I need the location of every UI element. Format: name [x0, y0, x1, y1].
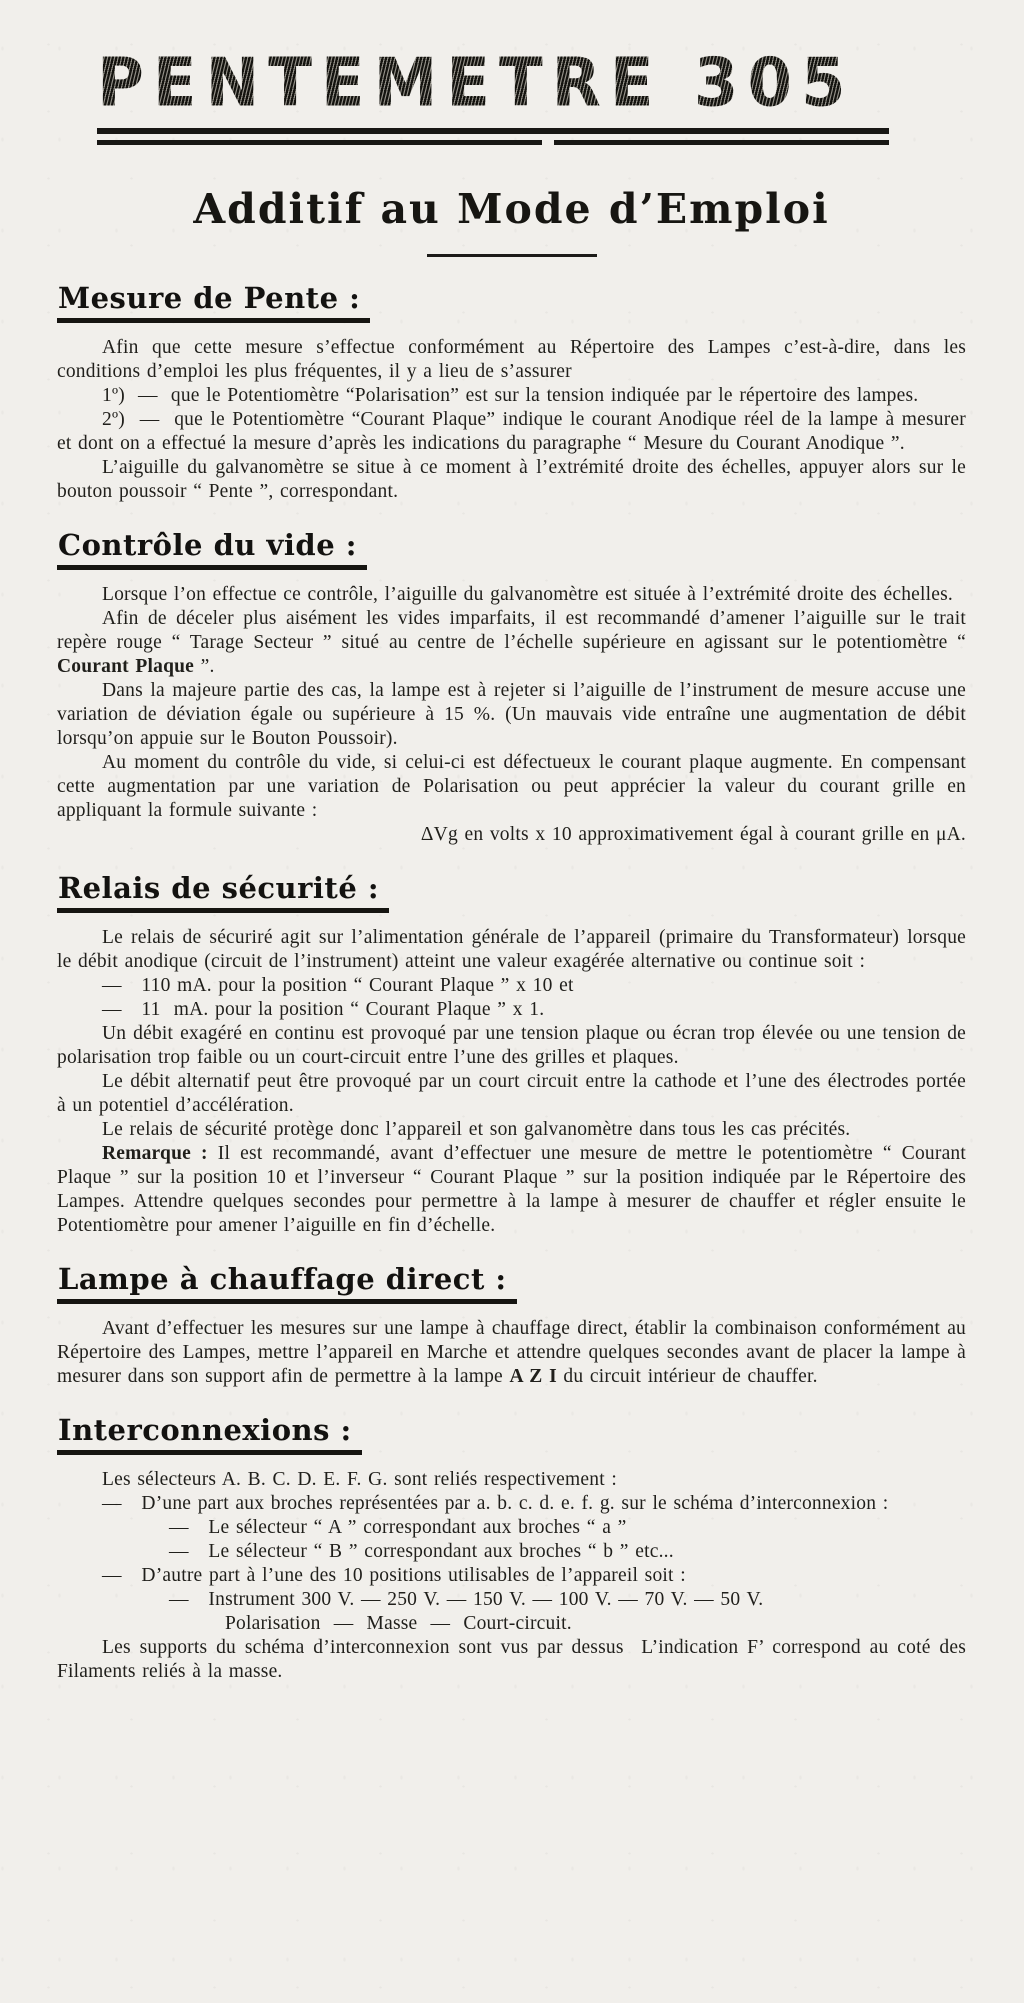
section-mesure-de-pente — [57, 281, 966, 504]
text-run: Les supports du schéma d’interconnexion sont vus par dessus L’indication F’ correspond au coté des Filaments reliés à la masse. — [57, 1637, 966, 1682]
text-run: — Le sélecteur “ B ” correspondant aux broches “ b ” etc... — [169, 1541, 674, 1562]
paragraph — [57, 1142, 966, 1238]
text-run: Dans la majeure partie des cas, la lampe est à rejeter si l’aiguille de l’instrument de mesure accuse une variation de déviation égale ou supérieure à 15 %. (Un mauvais vide entraîne une augmentation de débit lorsqu’on appuie sur le Bouton Poussoir). — [57, 680, 966, 749]
text-run: — 11 mA. pour la position “ Courant Plaque ” x 1. — [102, 999, 545, 1020]
paragraph — [57, 751, 966, 823]
paragraph — [57, 926, 966, 974]
text-run: du circuit intérieur de chauffer. — [556, 1366, 818, 1387]
text-run: — D’une part aux broches représentées par a. b. c. d. e. f. g. sur le schéma d’interconnexion : — [102, 1493, 889, 1514]
document-page — [0, 46, 1024, 1684]
text-run: ”. — [194, 656, 215, 677]
section-lampe-a-chauffage-direct — [57, 1262, 966, 1389]
paragraph — [57, 1636, 966, 1684]
paragraph — [57, 1070, 966, 1118]
paragraph — [57, 456, 966, 504]
title-block — [97, 46, 889, 145]
paragraph — [57, 679, 966, 751]
scanned-page — [0, 46, 1024, 2003]
paragraph — [57, 1118, 966, 1142]
text-run: 1º) — que le Potentiomètre “Polarisation” est sur la tension indiquée par le répertoire des lampes. — [102, 385, 919, 406]
text-run: Les sélecteurs A. B. C. D. E. F. G. sont reliés respectivement : — [102, 1469, 618, 1490]
document-subtitle: Additif au Mode d’Emploi — [193, 185, 830, 233]
paragraph — [57, 1317, 966, 1389]
text-run: 2º) — que le Potentiomètre “Courant Plaque” indique le courant Anodique réel de la lampe à mesurer et dont on a effectué la mesure d’après les indications du paragraphe “ Mesure du Courant Anodique ”. — [57, 409, 966, 454]
text-run: Polarisation — Masse — Court-circuit. — [225, 1613, 572, 1634]
text-run: Afin que cette mesure s’effectue conformément au Répertoire des Lampes c’est-à-dire, dans les conditions d’emploi les plus fréquentes, il y a lieu de s’assurer — [57, 337, 966, 382]
paragraph — [57, 583, 966, 607]
paragraph — [57, 1612, 966, 1636]
text-run: Afin de déceler plus aisément les vides imparfaits, il est recommandé d’amener l’aiguille sur le trait repère rouge “ Tarage Secteur ” situé au centre de l’échelle supérieure en agissant sur le potentiomètre “ — [57, 608, 966, 653]
paragraph — [57, 998, 966, 1022]
text-run: Au moment du contrôle du vide, si celui-ci est défectueux le courant plaque augmente. En compensant cette augmentation par une variation de Polarisation ou peut apprécier la valeur du courant grille en appliquant la formule suivante : — [57, 752, 966, 821]
title-rule-top — [97, 128, 889, 134]
bold-text-run: Remarque : — [102, 1143, 208, 1164]
paragraph — [57, 607, 966, 679]
text-run: — Instrument 300 V. — 250 V. — 150 V. — 100 V. — 70 V. — 50 V. — [169, 1589, 764, 1610]
section-heading-interconnexions: Interconnexions : — [57, 1413, 362, 1455]
text-run: Le débit alternatif peut être provoqué par un court circuit entre la cathode et l’une des électrodes portée à un potentiel d’accélération. — [57, 1071, 966, 1116]
paragraph — [57, 823, 966, 847]
text-run: Le relais de sécuriré agit sur l’alimentation générale de l’appareil (primaire du Transformateur) lorsque le débit anodique (circuit de l’instrument) atteint une valeur exagérée alternative ou continue soit : — [57, 927, 966, 972]
bold-text-run: Courant Plaque — [57, 656, 195, 677]
bold-text-run: A Z I — [509, 1366, 557, 1387]
text-run: L’aiguille du galvanomètre se situe à ce moment à l’extrémité droite des échelles, appuyer alors sur le bouton poussoir “ Pente ”, correspondant. — [57, 457, 966, 502]
section-heading-lampe-a-chauffage-direct: Lampe à chauffage direct : — [57, 1262, 517, 1304]
document-title: PENTEMETRE 305 — [97, 46, 889, 121]
section-heading-mesure-de-pente: Mesure de Pente : — [57, 281, 370, 323]
subtitle-rule — [427, 254, 597, 257]
paragraph — [57, 336, 966, 384]
paragraph — [57, 1468, 966, 1492]
text-run: Lorsque l’on effectue ce contrôle, l’aiguille du galvanomètre est située à l’extrémité droite des échelles. — [102, 584, 953, 605]
sections — [57, 281, 966, 1684]
section-controle-du-vide — [57, 528, 966, 847]
title-rule-bottom — [97, 140, 889, 145]
paragraph — [57, 1588, 966, 1612]
text-run: — D’autre part à l’une des 10 positions utilisables de l’appareil soit : — [102, 1565, 686, 1586]
text-run: Un débit exagéré en continu est provoqué par une tension plaque ou écran trop élevée ou une tension de polarisation trop faible ou un court-circuit entre l’une des grilles et plaques. — [57, 1023, 966, 1068]
paragraph — [57, 1492, 966, 1516]
text-run: — Le sélecteur “ A ” correspondant aux broches “ a ” — [169, 1517, 627, 1538]
paragraph — [57, 408, 966, 456]
text-run: Le relais de sécurité protège donc l’appareil et son galvanomètre dans tous les cas précités. — [102, 1119, 851, 1140]
section-interconnexions — [57, 1413, 966, 1684]
section-relais-de-securite — [57, 871, 966, 1238]
text-run: Il est recommandé, avant d’effectuer une mesure de mettre le potentiomètre “ Courant Plaque ” sur la position 10 et l’inverseur “ Courant Plaque ” sur la position indiquée par le Répertoire des Lampes. Attendre quelques secondes pour permettre à la lampe à mesurer de chauffer et régler ensuite le Potentiomètre pour amener l’aiguille en fin d’échelle. — [57, 1143, 966, 1236]
paragraph — [57, 974, 966, 998]
section-heading-relais-de-securite: Relais de sécurité : — [57, 871, 389, 913]
paragraph — [57, 384, 966, 408]
text-run: ΔVg en volts x 10 approximativement égal à courant grille en μA. — [420, 824, 966, 845]
text-run: — 110 mA. pour la position “ Courant Plaque ” x 10 et — [102, 975, 574, 996]
document-header — [57, 46, 966, 257]
paragraph — [57, 1516, 966, 1540]
text-run: Avant d’effectuer les mesures sur une lampe à chauffage direct, établir la combinaison conformément au Répertoire des Lampes, mettre l’appareil en Marche et attendre quelques secondes avant de placer la lampe à mesurer dans son support afin de permettre à la lampe — [57, 1318, 966, 1387]
section-heading-controle-du-vide: Contrôle du vide : — [57, 528, 367, 570]
paragraph — [57, 1022, 966, 1070]
paragraph — [57, 1540, 966, 1564]
paragraph — [57, 1564, 966, 1588]
